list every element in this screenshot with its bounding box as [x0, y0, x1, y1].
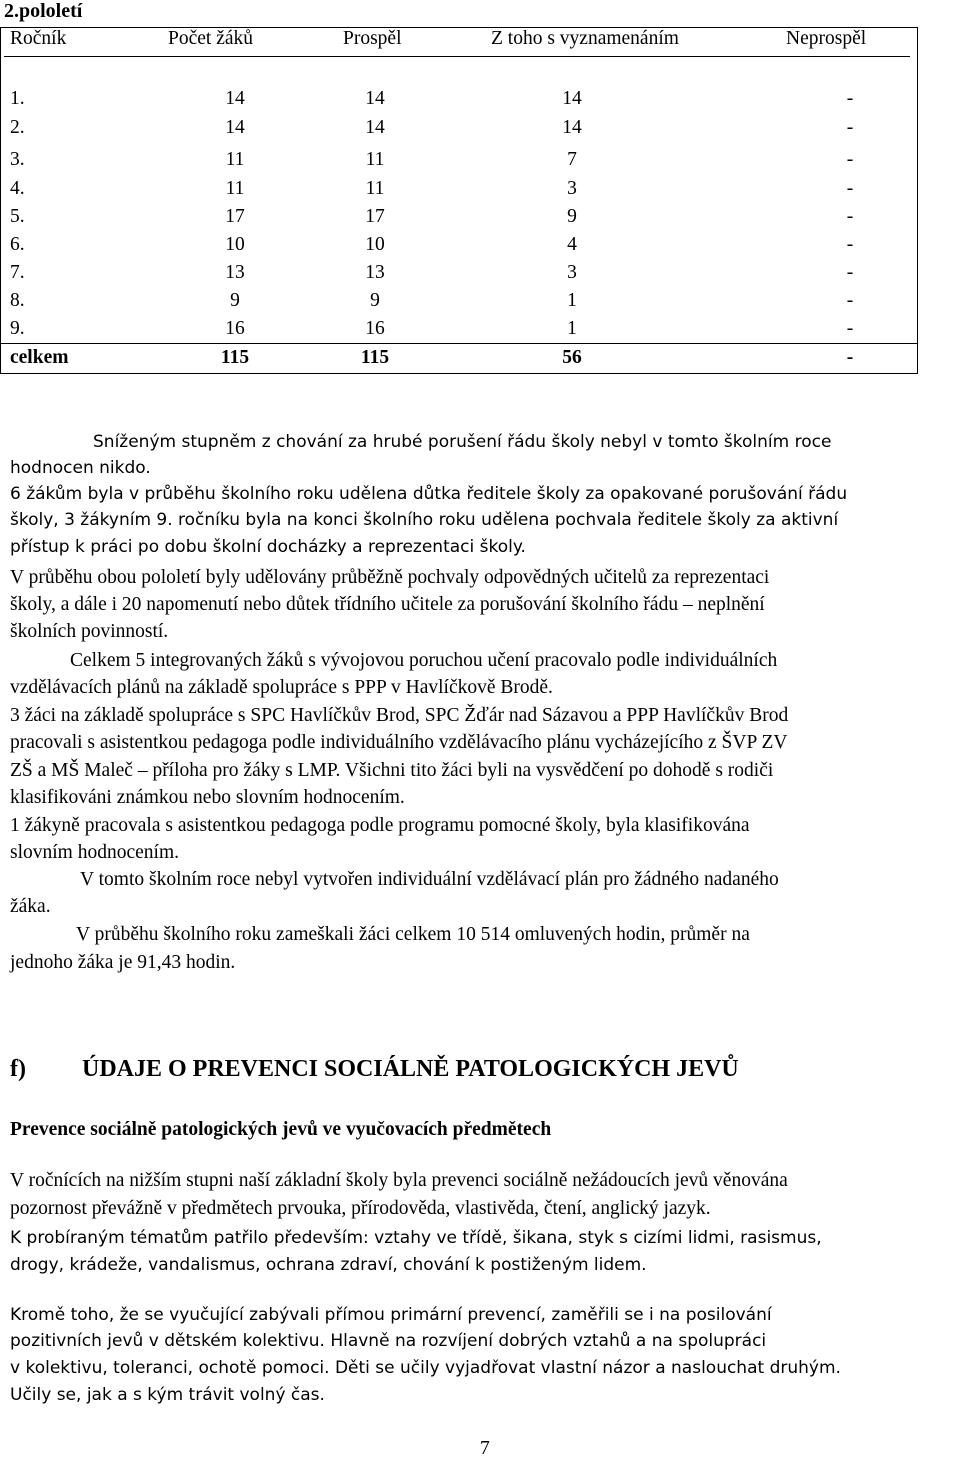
row-9-passed: 16	[365, 318, 385, 339]
row-4-honors: 3	[567, 178, 577, 199]
text-line: hodnocen nikdo.	[10, 458, 151, 478]
total-passed: 115	[360, 347, 390, 368]
header-rocnik: Ročník	[10, 28, 67, 49]
row-5-grade: 5.	[10, 206, 25, 227]
section-letter: f)	[10, 1056, 26, 1082]
row-6-count: 10	[225, 234, 245, 255]
row-7-honors: 3	[567, 262, 577, 283]
text-line: školy, 3 žákyním 9. ročníku byla na konci školního roku udělena pochvala ředitele školy za aktivní	[10, 510, 839, 530]
text-line: pracovali s asistentkou pedagoga podle individuálního vzdělávacího plánu vycházejícího z ŠVP ZV	[10, 732, 788, 753]
text-line: Kromě toho, že se vyučující zabývali přímou primární prevencí, zaměřili se i na posilování	[10, 1305, 772, 1325]
text-line: slovním hodnocením.	[10, 842, 179, 863]
row-9-failed: -	[846, 318, 854, 339]
row-6-failed: -	[846, 234, 854, 255]
row-5-failed: -	[846, 206, 854, 227]
row-9-grade: 9.	[10, 318, 25, 339]
row-2-passed: 14	[365, 117, 385, 138]
row-8-honors: 1	[567, 290, 577, 311]
row-1-failed: -	[846, 88, 854, 109]
row-3-failed: -	[846, 149, 854, 170]
text-line: školních povinností.	[10, 621, 169, 642]
text-line: žáka.	[10, 896, 51, 917]
text-line: ZŠ a MŠ Maleč – příloha pro žáky s LMP. Všichni tito žáci byli na vysvědčení po dohodě s rodiči	[10, 760, 774, 781]
row-7-grade: 7.	[10, 262, 25, 283]
total-count: 115	[220, 347, 250, 368]
section-subtitle: Prevence sociálně patologických jevů ve vyučovacích předmětech	[10, 1119, 552, 1140]
row-1-honors: 14	[562, 88, 582, 109]
section-title: ÚDAJE O PREVENCI SOCIÁLNĚ PATOLOGICKÝCH JEVŮ	[82, 1056, 739, 1082]
total-failed: -	[846, 347, 854, 368]
row-6-grade: 6.	[10, 234, 25, 255]
row-7-count: 13	[225, 262, 245, 283]
row-7-passed: 13	[365, 262, 385, 283]
text-line: V průběhu obou pololetí byly udělovány průběžně pochvaly odpovědných učitelů za reprezentaci	[10, 567, 770, 588]
text-line: V tomto školním roce nebyl vytvořen individuální vzdělávací plán pro žádného nadaného	[80, 869, 779, 890]
text-line: Učily se, jak a s kým trávit volný čas.	[10, 1385, 325, 1405]
text-line: Sníženým stupněm z chování za hrubé porušení řádu školy nebyl v tomto školním roce	[93, 432, 832, 452]
row-8-passed: 9	[370, 290, 380, 311]
row-4-grade: 4.	[10, 178, 25, 199]
header-vyznamenani: Z toho s vyznamenáním	[491, 28, 679, 49]
text-line: přístup k práci po dobu školní docházky a reprezentaci školy.	[10, 537, 526, 557]
semester-heading: 2.pololetí	[4, 0, 83, 22]
row-6-honors: 4	[567, 234, 577, 255]
text-line: V průběhu školního roku zameškali žáci celkem 10 514 omluvených hodin, průměr na	[76, 924, 750, 945]
header-neprospel: Neprospěl	[786, 28, 867, 49]
row-4-count: 11	[225, 178, 245, 199]
text-line: K probíraným tématům patřilo především: vztahy ve třídě, šikana, styk s cizími lidmi, rasismus,	[10, 1228, 822, 1248]
header-prospel: Prospěl	[343, 28, 402, 49]
row-1-passed: 14	[365, 88, 385, 109]
text-line: V ročnících na nižším stupni naší základní školy byla prevenci sociálně nežádoucích jevů věnována	[10, 1170, 788, 1191]
row-9-honors: 1	[567, 318, 577, 339]
row-3-count: 11	[225, 149, 245, 170]
text-line: drogy, krádeže, vandalismus, ochrana zdraví, chování k postiženým lidem.	[10, 1255, 647, 1275]
row-2-failed: -	[846, 117, 854, 138]
total-label: celkem	[10, 347, 69, 368]
page-number: 7	[480, 1438, 490, 1459]
row-4-passed: 11	[365, 178, 385, 199]
text-line: 3 žáci na základě spolupráce s SPC Havlíčkův Brod, SPC Žďár nad Sázavou a PPP Havlíčkův Brod	[10, 705, 789, 726]
row-2-grade: 2.	[10, 117, 25, 138]
text-line: pozitivních jevů v dětském kolektivu. Hlavně na rozvíjení dobrých vztahů a na spolupráci	[10, 1331, 767, 1351]
text-line: klasifikováni známkou nebo slovním hodnocením.	[10, 787, 405, 808]
row-2-count: 14	[225, 117, 245, 138]
row-8-grade: 8.	[10, 290, 25, 311]
text-line: Celkem 5 integrovaných žáků s vývojovou poruchou učení pracovalo podle individuálních	[70, 650, 778, 671]
row-5-honors: 9	[567, 206, 577, 227]
row-8-failed: -	[846, 290, 854, 311]
row-5-count: 17	[225, 206, 245, 227]
text-line: v kolektivu, toleranci, ochotě pomoci. Děti se učily vyjadřovat vlastní názor a naslouchat druhým.	[10, 1358, 841, 1378]
row-7-failed: -	[846, 262, 854, 283]
row-1-grade: 1.	[10, 88, 25, 109]
text-line: 1 žákyně pracovala s asistentkou pedagoga podle programu pomocné školy, byla klasifikována	[10, 815, 750, 836]
row-1-count: 14	[225, 88, 245, 109]
row-8-count: 9	[230, 290, 240, 311]
header-pocet-zaku: Počet žáků	[168, 28, 254, 49]
row-3-grade: 3.	[10, 149, 25, 170]
text-line: vzdělávacích plánů na základě spolupráce s PPP v Havlíčkově Brodě.	[10, 677, 553, 698]
row-3-passed: 11	[365, 149, 385, 170]
text-line: školy, a dále i 20 napomenutí nebo důtek třídního učitele za porušování školního řádu – neplnění	[10, 594, 765, 615]
row-2-honors: 14	[562, 117, 582, 138]
text-line: pozornost převážně v předmětech prvouka, přírodověda, vlastivěda, čtení, anglický jazyk.	[10, 1198, 711, 1219]
row-5-passed: 17	[365, 206, 385, 227]
row-4-failed: -	[846, 178, 854, 199]
total-honors: 56	[562, 347, 582, 368]
row-6-passed: 10	[365, 234, 385, 255]
row-3-honors: 7	[567, 149, 577, 170]
text-line: 6 žákům byla v průběhu školního roku udělena důtka ředitele školy za opakované porušování řádu	[10, 484, 848, 504]
row-9-count: 16	[225, 318, 245, 339]
text-line: jednoho žáka je 91,43 hodin.	[10, 952, 236, 973]
